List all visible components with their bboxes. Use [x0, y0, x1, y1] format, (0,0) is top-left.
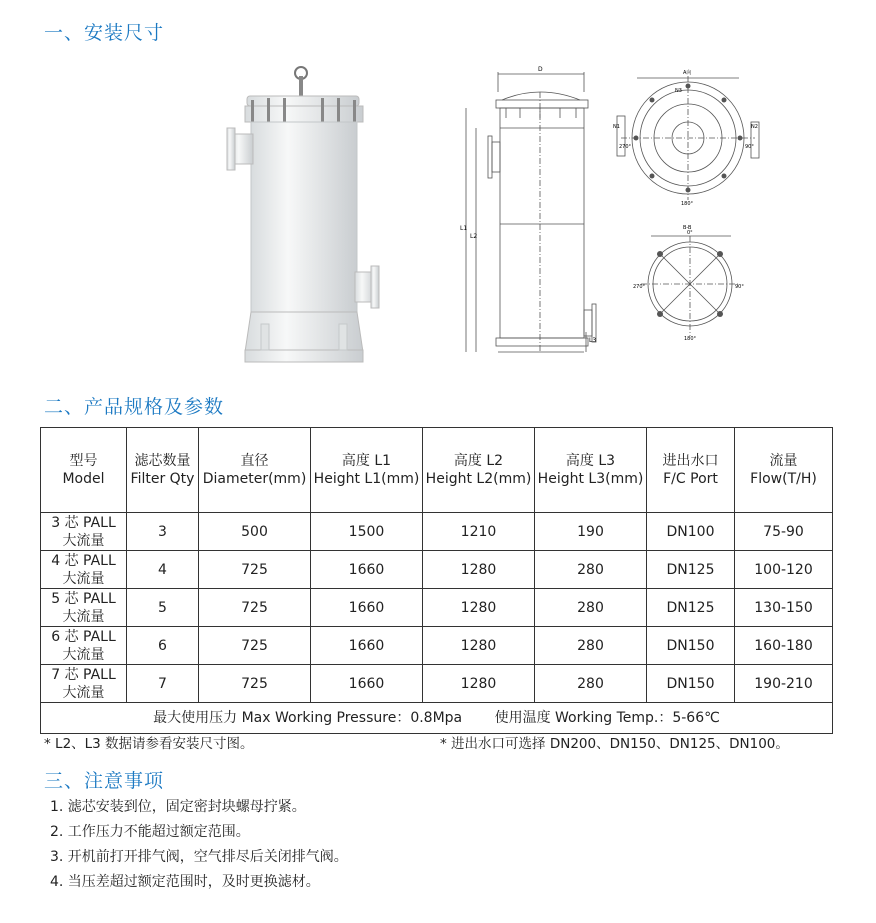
- label-270-top: 270°: [619, 144, 632, 150]
- cell-l1: 1660: [311, 665, 423, 703]
- table-row: [41, 665, 833, 703]
- top-view-drawing: [613, 66, 763, 206]
- table-row: [41, 513, 833, 551]
- header-diameter: 直径 Diameter(mm): [199, 428, 311, 513]
- cell-diameter: 725: [199, 551, 311, 589]
- cell-l3: 280: [535, 589, 647, 627]
- dim-l2-label: L2: [470, 233, 478, 240]
- cell-l2: 1280: [423, 551, 535, 589]
- cell-model: 4 芯 PALL 大流量: [41, 551, 127, 589]
- label-270-section: 270°: [633, 284, 646, 290]
- cell-qty: 4: [127, 551, 199, 589]
- table-header-row: [41, 428, 833, 513]
- cell-l1: 1660: [311, 627, 423, 665]
- header-height-l1: 高度 L1 Height L1(mm): [311, 428, 423, 513]
- label-n1: N1: [613, 124, 620, 130]
- label-90-section: 90°: [735, 284, 744, 290]
- header-port: 进出水口 F/C Port: [647, 428, 735, 513]
- cell-port: DN150: [647, 665, 735, 703]
- cell-model: 7 芯 PALL 大流量: [41, 665, 127, 703]
- cell-qty: 6: [127, 627, 199, 665]
- header-model: 型号 Model: [41, 428, 127, 513]
- cell-l3: 190: [535, 513, 647, 551]
- dim-d-label: D: [538, 66, 543, 73]
- cell-model: 3 芯 PALL 大流量: [41, 513, 127, 551]
- cell-flow: 75-90: [735, 513, 833, 551]
- cell-flow: 130-150: [735, 589, 833, 627]
- section-bb-drawing: [633, 222, 748, 342]
- cell-l1: 1660: [311, 589, 423, 627]
- cell-flow: 100-120: [735, 551, 833, 589]
- list-item: 2. 工作压力不能超过额定范围。: [50, 824, 250, 840]
- cell-diameter: 725: [199, 627, 311, 665]
- table-footer-row: [41, 703, 833, 734]
- cell-l1: 1660: [311, 551, 423, 589]
- cell-l2: 1280: [423, 589, 535, 627]
- cell-qty: 5: [127, 589, 199, 627]
- cell-l2: 1210: [423, 513, 535, 551]
- label-n2: N2: [751, 124, 758, 130]
- note-port-options: * 进出水口可选择 DN200、DN150、DN125、DN100。: [440, 736, 789, 752]
- list-item: 1. 滤芯安装到位，固定密封块螺母拧紧。: [50, 799, 306, 815]
- header-flow: 流量 Flow(T/H): [735, 428, 833, 513]
- side-elevation-drawing: [458, 62, 608, 362]
- cell-port: DN150: [647, 627, 735, 665]
- table-row: [41, 589, 833, 627]
- cell-diameter: 725: [199, 665, 311, 703]
- label-180-section: 180°: [684, 336, 697, 342]
- header-height-l2: 高度 L2 Height L2(mm): [423, 428, 535, 513]
- header-height-l3: 高度 L3 Height L3(mm): [535, 428, 647, 513]
- dim-l3-label: L3: [589, 337, 597, 344]
- section-title-install: 一、安装尺寸: [44, 22, 165, 44]
- product-photo: [225, 62, 385, 372]
- cell-diameter: 500: [199, 513, 311, 551]
- cell-port: DN125: [647, 551, 735, 589]
- cell-l3: 280: [535, 665, 647, 703]
- cell-flow: 190-210: [735, 665, 833, 703]
- cell-port: DN125: [647, 589, 735, 627]
- spec-table: [40, 427, 833, 734]
- cell-flow: 160-180: [735, 627, 833, 665]
- label-n3: N3: [675, 88, 682, 94]
- cell-l2: 1280: [423, 627, 535, 665]
- cell-diameter: 725: [199, 589, 311, 627]
- list-item: 3. 开机前打开排气阀，空气排尽后关闭排气阀。: [50, 849, 348, 865]
- section-title-specs: 二、产品规格及参数: [44, 396, 225, 418]
- precautions-list: [50, 797, 348, 897]
- cell-port: DN100: [647, 513, 735, 551]
- cell-qty: 7: [127, 665, 199, 703]
- note-l2-l3: * L2、L3 数据请参看安装尺寸图。: [44, 736, 254, 752]
- label-bb: B-B: [683, 225, 692, 231]
- section-title-notes: 三、注意事项: [44, 770, 165, 792]
- table-row: [41, 551, 833, 589]
- working-conditions: 最大使用压力 Max Working Pressure：0.8Mpa 使用温度 Working Temp.：5-66℃: [41, 703, 833, 734]
- cell-l3: 280: [535, 551, 647, 589]
- label-90-top: 90°: [745, 144, 754, 150]
- label-180-top: 180°: [681, 201, 694, 206]
- cell-model: 5 芯 PALL 大流量: [41, 589, 127, 627]
- list-item: 4. 当压差超过额定范围时，及时更换滤材。: [50, 874, 320, 890]
- header-filter-qty: 滤芯数量 Filter Qty: [127, 428, 199, 513]
- dim-l1-label: L1: [460, 225, 468, 232]
- label-0-section: 0°: [687, 230, 693, 236]
- label-a-view: A向: [683, 70, 692, 76]
- cell-qty: 3: [127, 513, 199, 551]
- table-row: [41, 627, 833, 665]
- cell-model: 6 芯 PALL 大流量: [41, 627, 127, 665]
- cell-l1: 1500: [311, 513, 423, 551]
- cell-l2: 1280: [423, 665, 535, 703]
- cell-l3: 280: [535, 627, 647, 665]
